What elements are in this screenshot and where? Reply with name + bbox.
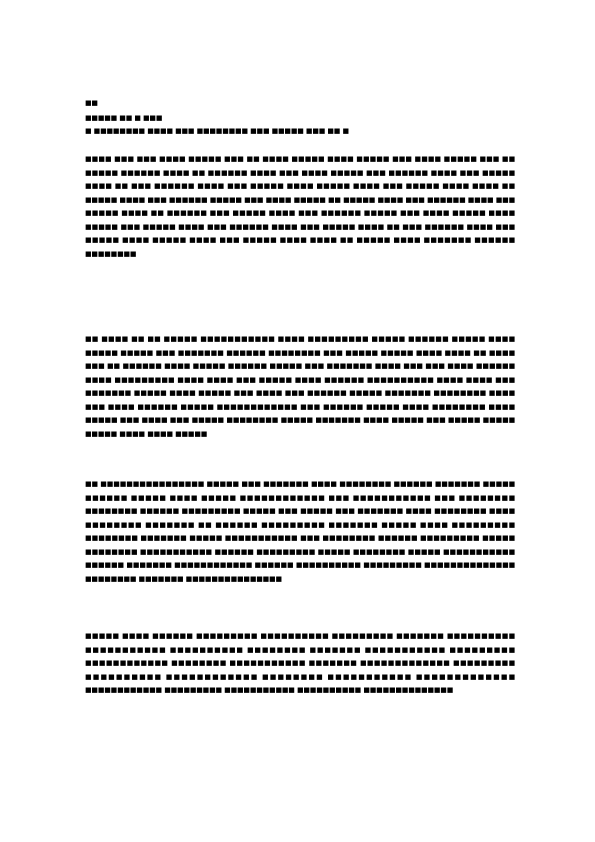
header-line-1: ■■ (85, 99, 98, 107)
header-line-3: ■ ■■■■■■■■ ■■■■ ■■■ ■■■■■■■■ ■■■ ■■■■■ ■■■ ■■ ■ (85, 127, 349, 135)
paragraph-2: ■■ ■■■■ ■■ ■■ ■■■■■ ■■■■■■■■■■■ ■■■■ ■■■■■■■■■ ■■■■■ ■■■■■■ ■■■■■ ■■■■ ■■■■■ ■■■■■ ■■■ ■■■■■■■ ■■■■■■ ■■■■■■■■ ■■■ ■■■■■ ■■■■■ ■■■■ ■■■■ ■■ ■■■■ ■■■ ■■ ■■■■■■ ■■■■ ■■■■■ ■■■■■■ ■■■■■ ■■■ ■■■■■■■ ■■■■ ■■■ ■■■ ■■■■ ■■■■■■ ■■■■ ■■■■■■■■■ ■■■■ ■■■■ ■■■ ■■■■■ ■■■■ ■■■■■■ ■■■■■■■■■■ ■■■■ ■■■■ ■■■ ■■■■■■■ ■■■■■ ■■■■ ■■■■■ ■■■ ■■■■ ■■■ ■■■■■■ ■■■■■ ■■■■■■■ ■■■■■■■■ ■■■■ ■■■ ■■■■ ■■■■■■ ■■■■■ ■■■■■■■■■■■■ ■■■ ■■■■■■ ■■■■■ ■■■■ ■■■■■■■■ ■■■■ ■■■■■ ■■■ ■■■■ ■■■ ■■■■■ ■■■■■■■■ ■■■■■ ■■■■■■■ ■■■■ ■■■■■ ■■■ ■■■■■ ■■■■■ ■■■■■ ■■■■ ■■■■ ■■■■■ (85, 335, 515, 438)
document-header (85, 98, 515, 137)
paragraph-1: ■■■■ ■■■ ■■■ ■■■■ ■■■■■ ■■■ ■■ ■■■■ ■■■■■ ■■■■ ■■■■■ ■■■ ■■■■ ■■■■■ ■■■ ■■ ■■■■■ ■■■■■■ ■■■■ ■■ ■■■■■■ ■■■■ ■■■ ■■■■ ■■■■■ ■■■ ■■■■■■ ■■■■ ■■■ ■■■■■ ■■■■ ■■ ■■■ ■■■■■■ ■■■■ ■■■ ■■■■■ ■■■■ ■■■■■ ■■■■ ■■■ ■■■■■ ■■■■ ■■■■ ■■ ■■■■■ ■■■■ ■■■ ■■■■■■ ■■■■■ ■■■ ■■■■ ■■■■■ ■■ ■■■■■ ■■■■ ■■■ ■■■■■■ ■■■■ ■■■ ■■■■■ ■■■■ ■■ ■■■■■■ ■■■ ■■■■■ ■■■■ ■■■ ■■■■■■ ■■■■■ ■■■ ■■■■ ■■■■■ ■■■■ ■■■■■ ■■■ ■■■■■ ■■■■ ■■■ ■■■■■■ ■■■■ ■■■ ■■■■■ ■■■■ ■■ ■■■ ■■■■■■ ■■■■ ■■■ ■■■■■ ■■■■ ■■■■■ ■■■■ ■■■ ■■■■■ ■■■■ ■■■■ ■■ ■■■■■ ■■■■ ■■■■■■■ ■■■■■■ ■■■■■■■■ (85, 155, 515, 258)
paragraph-4: ■■■■■ ■■■■ ■■■■■■ ■■■■■■■■■ ■■■■■■■■■■ ■■■■■■■■■ ■■■■■■■ ■■■■■■■■■■ ■■■■■■■■■■■ ■■■■■■■■■■ ■■■■■■■■ ■■■■■■■ ■■■■■■■■■■■ ■■■■■■■■■ ■■■■■■■■■■■■ ■■■■■■■■ ■■■■■■■■■■■ ■■■■■■■ ■■■■■■■■■■■■■ ■■■■■■■■■ ■■■■■■■■■■ ■■■■■■■■■■■■ ■■■■■■■■ ■■■■■■■■■■■ ■■■■■■■■■■■■■ ■■■■■■■■■■■■ ■■■■■■■■■ ■■■■■■■■■■■ ■■■■■■■■■■ ■■■■■■■■■■■■■■ (85, 632, 515, 694)
paragraph-3: ■■ ■■■■■■■■■■■■■■■■ ■■■■■ ■■■ ■■■■■■■ ■■■■ ■■■■■■■■ ■■■■■■ ■■■■■■■ ■■■■■ ■■■■■■ ■■■■■ ■■■■ ■■■■■ ■■■■■■■■■■■■ ■■■ ■■■■■■■■■■■ ■■■ ■■■■■■■■ ■■■■■■■■ ■■■■■■ ■■■■■■■■■ ■■■■■ ■■■ ■■■■■ ■■■ ■■■■■■■ ■■■■ ■■■■■■■■ ■■■■ ■■■■■■■■ ■■■■■■■ ■■ ■■■■■■ ■■■■■■■■■ ■■■■■■■ ■■■■■ ■■■■ ■■■■■■■■■ ■■■■■■■■ ■■■■■■■ ■■■■■ ■■■■■■■■■■■ ■■■ ■■■■■■■■ ■■■■■■ ■■■■■■■■■ ■■■■■ ■■■■■■■■ ■■■■■■■■■■■ ■■■■■■ ■■■■■■■■■ ■■■■■ ■■■■■■■■ ■■■■■ ■■■■■■■■■■■ ■■■■■■ ■■■■■■■ ■■■■■■■■■■■■ ■■■■■■ ■■■■■■■■■■ ■■■■■■■■■ ■■■■■■■■■■■■■■ ■■■■■■■■ ■■■■■■■ ■■■■■■■■■■■■■■■ (85, 480, 515, 583)
header-line-2: ■■■■■ ■■ ■ ■■■ (85, 114, 163, 122)
